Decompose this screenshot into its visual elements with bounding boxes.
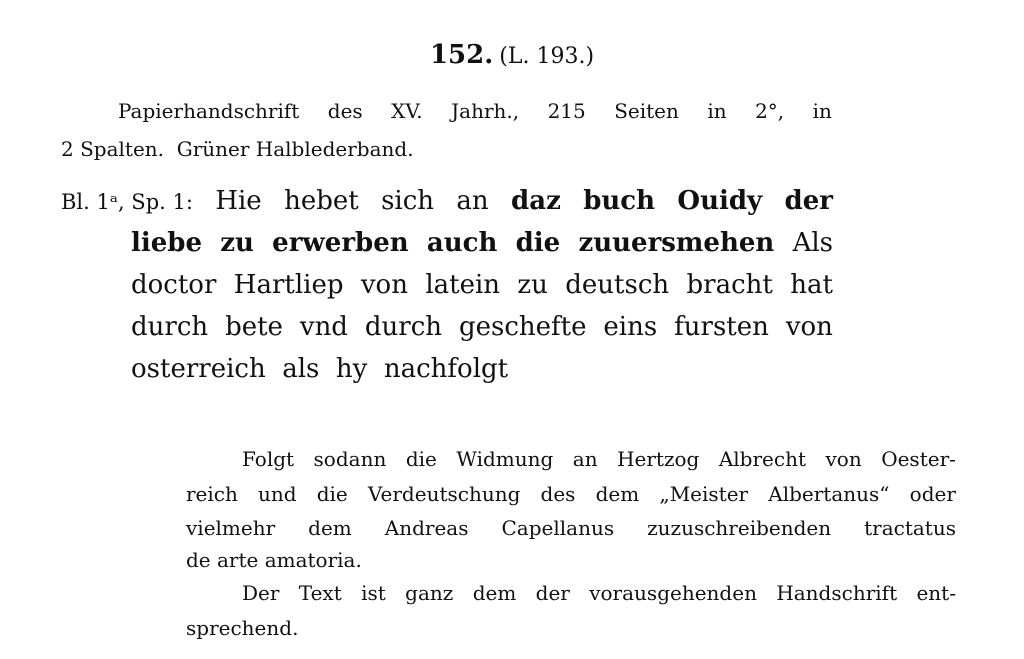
bold-word: daz xyxy=(511,186,561,216)
incipit-line-4 xyxy=(131,314,833,340)
word: Capellanus xyxy=(501,516,615,540)
word: Widmung xyxy=(456,447,554,471)
note-line-2 xyxy=(186,484,956,504)
word: des xyxy=(540,482,576,506)
word: durch xyxy=(131,312,209,342)
word: durch xyxy=(364,312,443,342)
note-line-4: de arte amatoria. xyxy=(186,548,362,572)
word: Handschrift xyxy=(776,581,898,605)
word: eins xyxy=(603,312,658,342)
word: „Meister xyxy=(659,482,749,506)
word: dem xyxy=(472,581,517,605)
word: latein xyxy=(425,270,501,300)
word: oder xyxy=(909,482,956,506)
note-line-5 xyxy=(242,583,956,603)
incipit-locator: Bl. 1ᵃ, Sp. 1: xyxy=(61,190,193,214)
description-line-2: 2 Spalten. Grüner Halblederband. xyxy=(61,137,414,161)
bold-word: zuuersmehen xyxy=(578,228,775,258)
word: 2°, xyxy=(755,99,785,123)
word: 215 xyxy=(547,99,586,123)
word: ganz xyxy=(405,581,454,605)
word: reich xyxy=(186,482,238,506)
word: Jahrh., xyxy=(451,99,520,123)
bold-word: buch xyxy=(583,186,656,216)
note-line-3 xyxy=(186,518,956,538)
description-line-1 xyxy=(118,101,832,121)
word: Albertanus“ xyxy=(768,482,890,506)
word: Der xyxy=(242,581,280,605)
incipit-line-5: osterreich als hy nachfolgt xyxy=(131,354,509,384)
entry-number: 152. xyxy=(429,40,494,70)
incipit-line-3 xyxy=(131,272,833,298)
word: vorausgehenden xyxy=(589,581,757,605)
word: ent- xyxy=(916,581,956,605)
word: an xyxy=(456,186,489,216)
word: Andreas xyxy=(384,516,469,540)
word: fursten xyxy=(674,312,769,342)
word: Hertzog xyxy=(617,447,700,471)
word: Hartliep xyxy=(233,270,344,300)
word: sich xyxy=(381,186,435,216)
word: Seiten xyxy=(614,99,679,123)
word: der xyxy=(535,581,570,605)
bold-word: auch xyxy=(426,228,498,258)
word: Verdeutschung xyxy=(367,482,521,506)
word: von xyxy=(785,312,833,342)
word: vnd xyxy=(299,312,348,342)
word: deutsch xyxy=(565,270,670,300)
entry-reference: (L. 193.) xyxy=(499,44,595,69)
word: in xyxy=(812,99,832,123)
word: hat xyxy=(790,270,833,300)
word: dem xyxy=(308,516,352,540)
word: an xyxy=(572,447,598,471)
word: Text xyxy=(298,581,342,605)
word: von xyxy=(825,447,862,471)
word: dem xyxy=(595,482,640,506)
word: Als xyxy=(792,228,833,258)
bold-word: zu xyxy=(220,228,254,258)
bold-word: liebe xyxy=(131,228,203,258)
word: die xyxy=(316,482,348,506)
word: die xyxy=(405,447,437,471)
incipit-line-2 xyxy=(131,230,833,256)
word: vielmehr xyxy=(186,516,276,540)
note-line-6: sprechend. xyxy=(186,616,299,640)
word: Papierhandschrift xyxy=(118,99,300,123)
word: doctor xyxy=(131,270,217,300)
bold-word: Ouidy xyxy=(677,186,763,216)
word: geschefte xyxy=(458,312,587,342)
word: und xyxy=(258,482,297,506)
word: in xyxy=(707,99,727,123)
incipit-line-1 xyxy=(61,188,833,214)
word: Hie xyxy=(215,186,262,216)
entry-heading xyxy=(0,42,1024,68)
word: ist xyxy=(361,581,386,605)
word: Folgt xyxy=(242,447,295,471)
note-line-1 xyxy=(242,449,956,469)
word: tractatus xyxy=(864,516,956,540)
word: zuzuschreibenden xyxy=(647,516,832,540)
word: bete xyxy=(225,312,283,342)
word: bracht xyxy=(686,270,773,300)
bold-word: die xyxy=(515,228,561,258)
bold-word: erwerben xyxy=(272,228,409,258)
word: Albrecht xyxy=(718,447,806,471)
word: hebet xyxy=(284,186,359,216)
word: von xyxy=(360,270,408,300)
word: XV. xyxy=(391,99,423,123)
bold-word: der xyxy=(784,186,833,216)
word: Oester- xyxy=(881,447,956,471)
word: sodann xyxy=(313,447,387,471)
word: zu xyxy=(517,270,548,300)
word: des xyxy=(327,99,363,123)
